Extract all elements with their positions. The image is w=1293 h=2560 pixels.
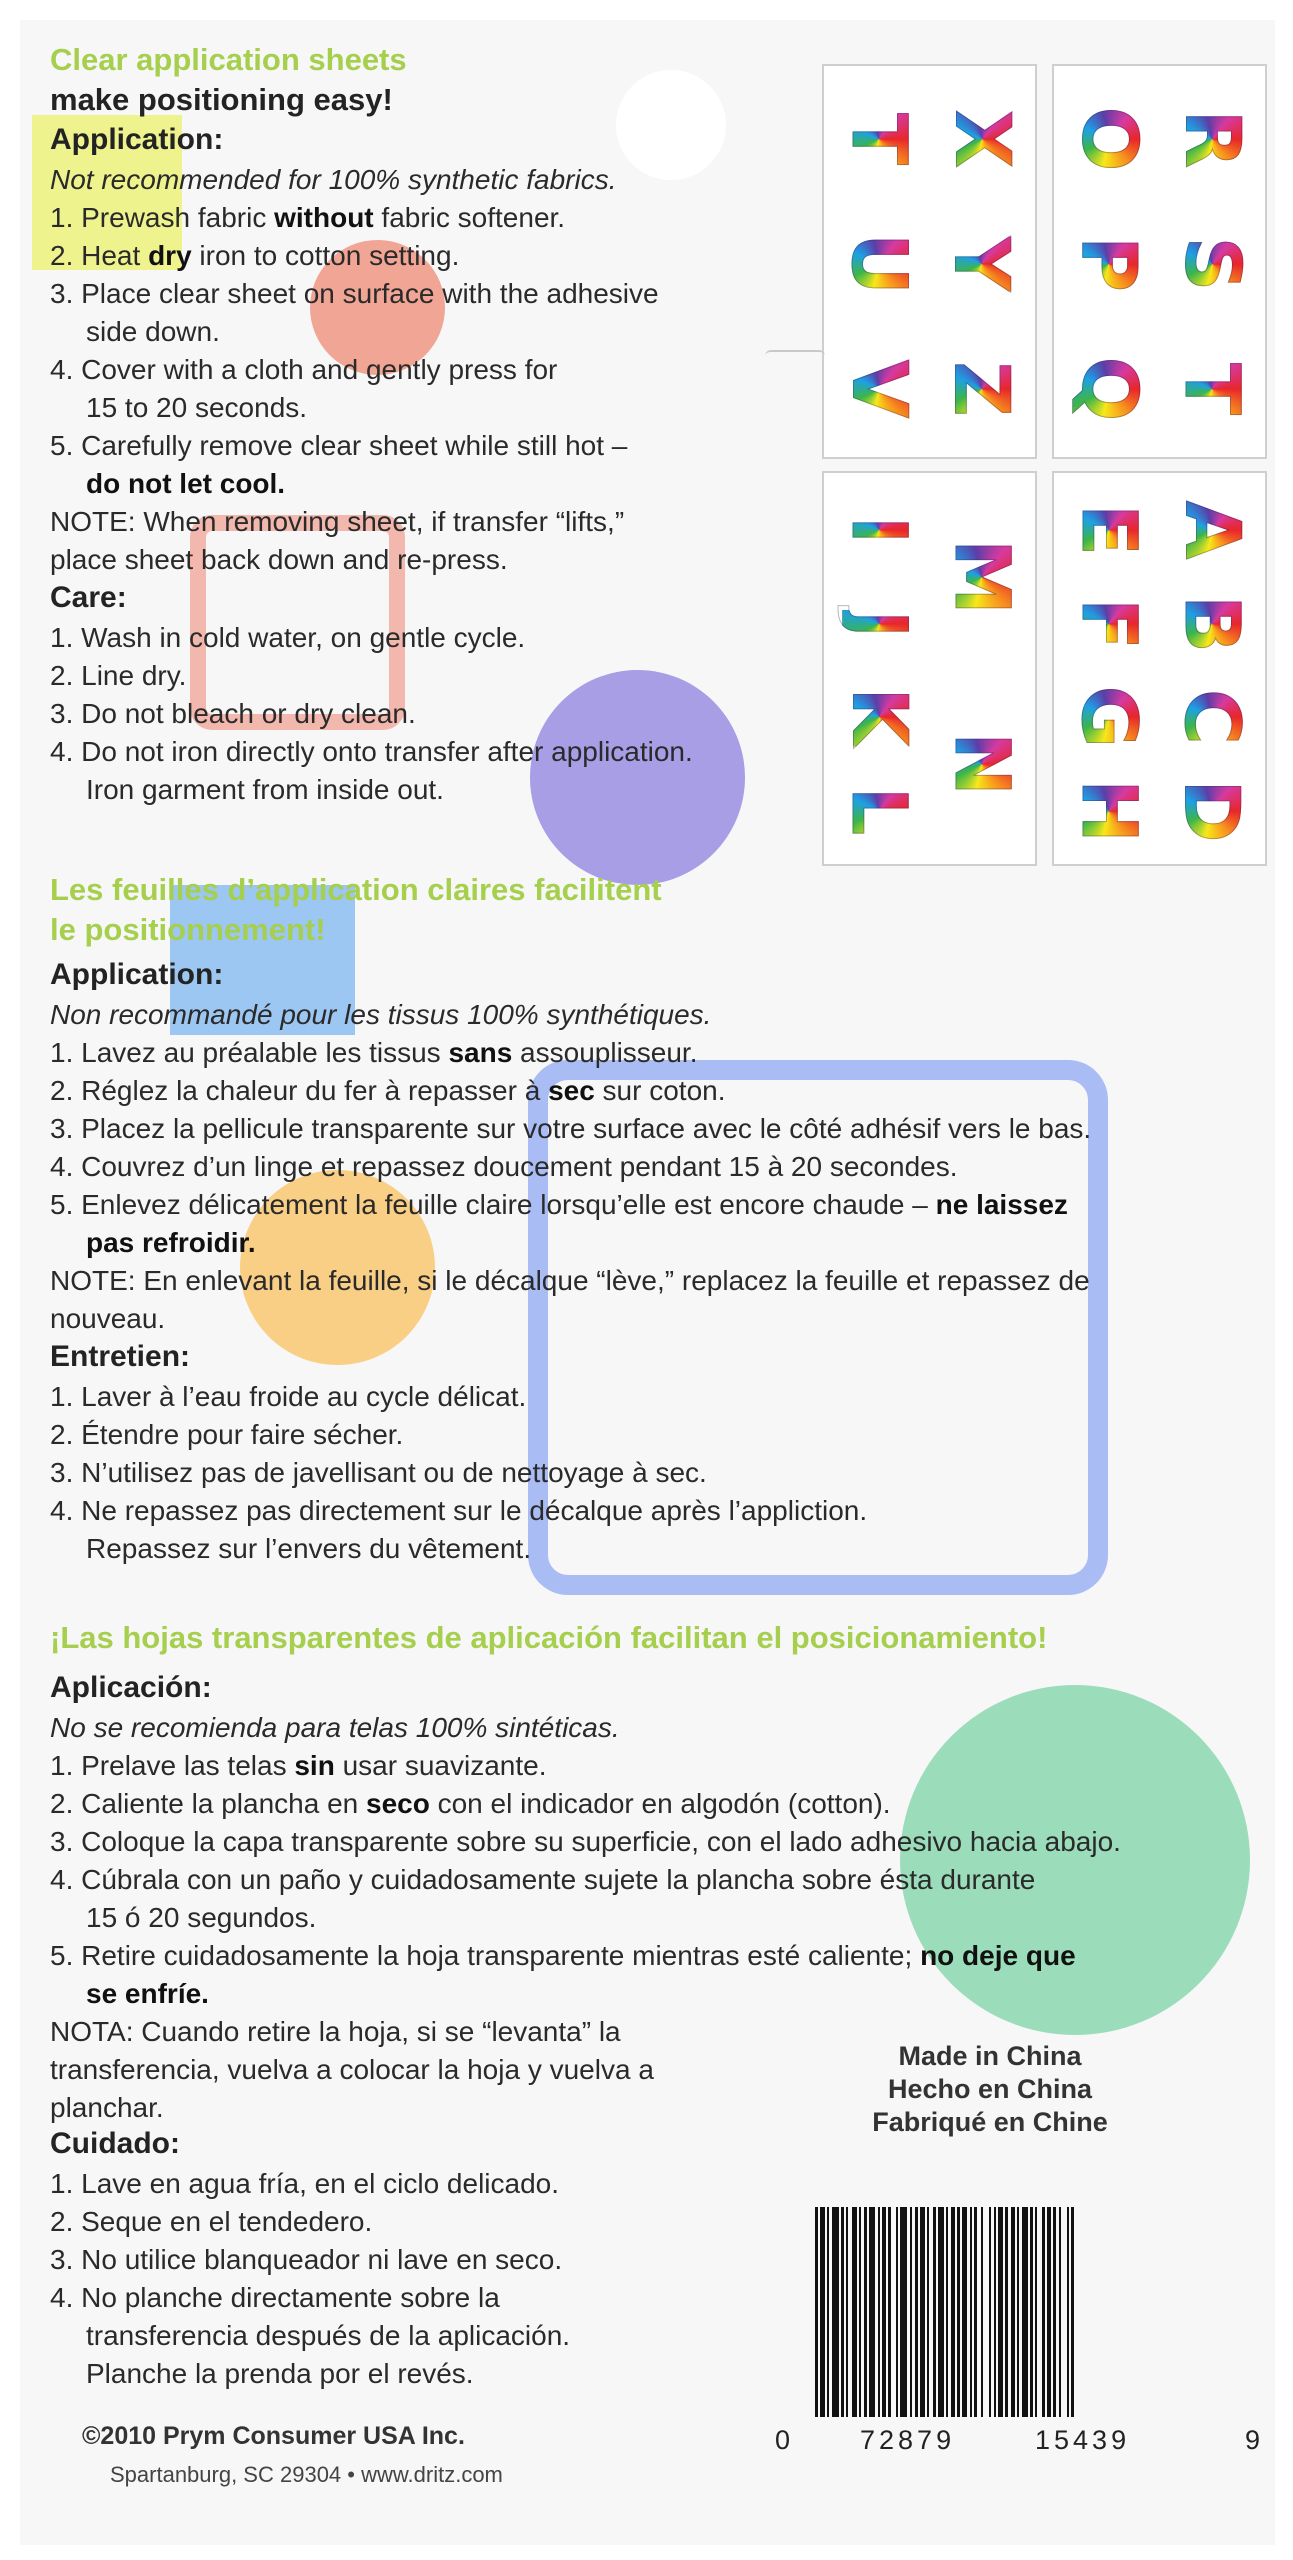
hook-mark (765, 350, 825, 364)
spanish-heading: ¡Las hojas transparentes de aplicación facilitan el posicionamiento! (50, 1620, 1048, 1655)
french-care-2: 2. Étendre pour faire sécher. (50, 1419, 404, 1450)
barcode-space (1074, 2207, 1079, 2417)
spanish-step-3: 3. Coloque la capa transparente sobre su superficie, con el lado adhesivo hacia abajo. (50, 1826, 1121, 1857)
spanish-step-2: 2. Caliente la plancha en seco con el indicador en algodón (cotton). (50, 1788, 891, 1819)
letter: Z (937, 360, 1027, 417)
spanish-step-5: 5. Retire cuidadosamente la hoja transparente mientras esté caliente; no deje que (50, 1940, 1076, 1971)
letter: Y (937, 235, 1027, 292)
french-note-line-2: nouveau. (50, 1303, 166, 1334)
english-step-5-bold: do not let cool. (86, 468, 286, 499)
spanish-note-line-1: NOTA: Cuando retire la hoja, si se “levanta” la (50, 2016, 621, 2047)
copyright: ©2010 Prym Consumer USA Inc. (82, 2422, 465, 2450)
spanish-care-4-cont: transferencia después de la aplicación. (86, 2320, 571, 2351)
letter: T (835, 112, 924, 165)
letter: N (937, 732, 1027, 797)
french-step-2: 2. Réglez la chaleur du fer à repasser à sec sur coton. (50, 1075, 726, 1106)
french-care-3: 3. N’utilisez pas de javellisant ou de nettoyage à sec. (50, 1457, 707, 1488)
french-heading-line-2: le positionnement! (50, 912, 326, 947)
spanish-care-title: Cuidado: (50, 2127, 180, 2160)
letter: K (835, 687, 924, 747)
letter: H (1064, 779, 1154, 843)
letter-panel-1 (822, 64, 1037, 459)
english-note-line-2: place sheet back down and re-press. (50, 544, 508, 575)
french-application-title: Application: (50, 958, 224, 991)
letter-panel-3 (822, 471, 1037, 866)
spanish-note-line-3: planchar. (50, 2092, 164, 2123)
letter: F (1064, 597, 1154, 650)
letter: D (1168, 779, 1257, 843)
english-note-line-1: NOTE: When removing sheet, if transfer “lifts,” (50, 506, 625, 537)
spanish-care-1: 1. Lave en agua fría, en el ciclo delicado. (50, 2168, 560, 2199)
english-application-title: Application: (50, 123, 224, 156)
french-synthetic-note: Non recommandé pour les tissus 100% synthétiques. (50, 999, 712, 1030)
french-heading-line-1: Les feuilles d’application claires facilitent (50, 872, 662, 907)
hecho-en-china: Hecho en China (887, 2074, 1093, 2104)
letter: B (1168, 594, 1257, 653)
english-synthetic-note: Not recommended for 100% synthetic fabrics. (50, 164, 617, 195)
spanish-care-4: 4. No planche directamente sobre la (50, 2282, 500, 2313)
product-card-back (20, 20, 1275, 2545)
letter: I (835, 515, 924, 545)
french-care-title: Entretien: (50, 1340, 191, 1373)
barcode-digit-left: 0 (775, 2425, 791, 2455)
iron-on-letters-grid (822, 64, 1268, 868)
letter: M (937, 538, 1027, 615)
made-in-china: Made in China (898, 2041, 1082, 2071)
letter-column (1162, 483, 1262, 858)
spanish-application-title: Aplicación: (50, 1671, 212, 1704)
letter: R (1168, 109, 1257, 168)
letter: X (937, 109, 1027, 168)
letter: J (835, 609, 924, 638)
english-step-4-cont: 15 to 20 seconds. (86, 392, 308, 423)
letter-column (829, 483, 929, 858)
english-step-3-cont: side down. (86, 316, 220, 347)
spanish-step-4-cont: 15 ó 20 segundos. (86, 1902, 317, 1933)
letter: P (1064, 235, 1154, 292)
english-care-title: Care: (50, 581, 127, 614)
letter-column (1059, 483, 1159, 858)
english-care-2: 2. Line dry. (50, 660, 187, 691)
spanish-care-4-cont-2: Planche la prenda por el revés. (86, 2358, 474, 2389)
french-care-4-cont: Repassez sur l’envers du vêtement. (86, 1533, 532, 1564)
english-step-3: 3. Place clear sheet on surface with the adhesive (50, 278, 659, 309)
letter: C (1168, 689, 1257, 746)
english-step-1: 1. Prewash fabric without fabric softener. (50, 202, 566, 233)
english-step-5: 5. Carefully remove clear sheet while still hot – (50, 430, 628, 461)
english-heading-green: Clear application sheets (50, 42, 407, 77)
letter: U (835, 232, 924, 295)
letter: E (1064, 503, 1154, 556)
letter: T (1168, 362, 1257, 415)
spanish-synthetic-note: No se recomienda para telas 100% sintéticas. (50, 1712, 620, 1743)
letter: G (1064, 686, 1154, 749)
letter-column (829, 76, 929, 451)
letter-column (932, 483, 1032, 858)
english-step-2: 2. Heat dry iron to cotton setting. (50, 240, 460, 271)
french-step-4: 4. Couvrez d’un linge et repassez doucement pendant 15 à 20 secondes. (50, 1151, 958, 1182)
fabrique-en-chine: Fabriqué en Chine (872, 2107, 1108, 2137)
hang-hole (616, 70, 726, 180)
barcode-bar (832, 2207, 839, 2417)
french-step-3: 3. Placez la pellicule transparente sur votre surface avec le côté adhésif vers le bas. (50, 1113, 1092, 1144)
spanish-care-2: 2. Seque en el tendedero. (50, 2206, 373, 2237)
letter: O (1064, 106, 1154, 171)
spanish-step-4: 4. Cúbrala con un paño y cuidadosamente sujete la plancha sobre ésta durante (50, 1864, 1036, 1895)
spanish-care-3: 3. No utilice blanqueador ni lave en seco. (50, 2244, 563, 2275)
upc-barcode (815, 2207, 1235, 2417)
barcode-digits-group-2: 15439 (1035, 2425, 1131, 2455)
letter-column (1162, 76, 1262, 451)
letter: A (1167, 500, 1257, 560)
english-step-4: 4. Cover with a cloth and gently press for (50, 354, 558, 385)
letter: Q (1064, 356, 1154, 421)
english-care-4-cont: Iron garment from inside out. (86, 774, 444, 805)
letter: V (834, 359, 924, 418)
purple-circle-decoration (530, 670, 745, 885)
french-step-1: 1. Lavez au préalable les tissus sans assouplisseur. (50, 1037, 698, 1068)
french-step-5: 5. Enlevez délicatement la feuille claire lorsqu’elle est encore chaude – ne laissez (50, 1189, 1068, 1220)
letter-column (932, 76, 1032, 451)
barcode-digits-group-1: 72879 (860, 2425, 956, 2455)
letter: S (1168, 236, 1257, 291)
spanish-step-5-bold: se enfríe. (86, 1978, 209, 2009)
address: Spartanburg, SC 29304 • www.dritz.com (110, 2462, 503, 2487)
english-care-1: 1. Wash in cold water, on gentle cycle. (50, 622, 526, 653)
letter-panel-4 (1052, 471, 1267, 866)
spanish-step-1: 1. Prelave las telas sin usar suavizante. (50, 1750, 547, 1781)
letter-panel-2 (1052, 64, 1267, 459)
english-care-4: 4. Do not iron directly onto transfer after application. (50, 736, 693, 767)
french-care-4: 4. Ne repassez pas directement sur le décalque après l’appliction. (50, 1495, 868, 1526)
english-care-3: 3. Do not bleach or dry clean. (50, 698, 416, 729)
french-care-1: 1. Laver à l’eau froide au cycle délicat. (50, 1381, 527, 1412)
barcode-digit-right: 9 (1245, 2425, 1261, 2455)
spanish-note-line-2: transferencia, vuelva a colocar la hoja y vuelva a (50, 2054, 654, 2085)
french-note-line-1: NOTE: En enlevant la feuille, si le décalque “lève,” replacez la feuille et repassez de (50, 1265, 1090, 1296)
english-heading-dark: make positioning easy! (50, 82, 393, 117)
french-step-5-bold: pas refroidir. (86, 1227, 256, 1258)
letter-column (1059, 76, 1159, 451)
barcode-bar (900, 2207, 907, 2417)
letter: L (835, 786, 924, 836)
